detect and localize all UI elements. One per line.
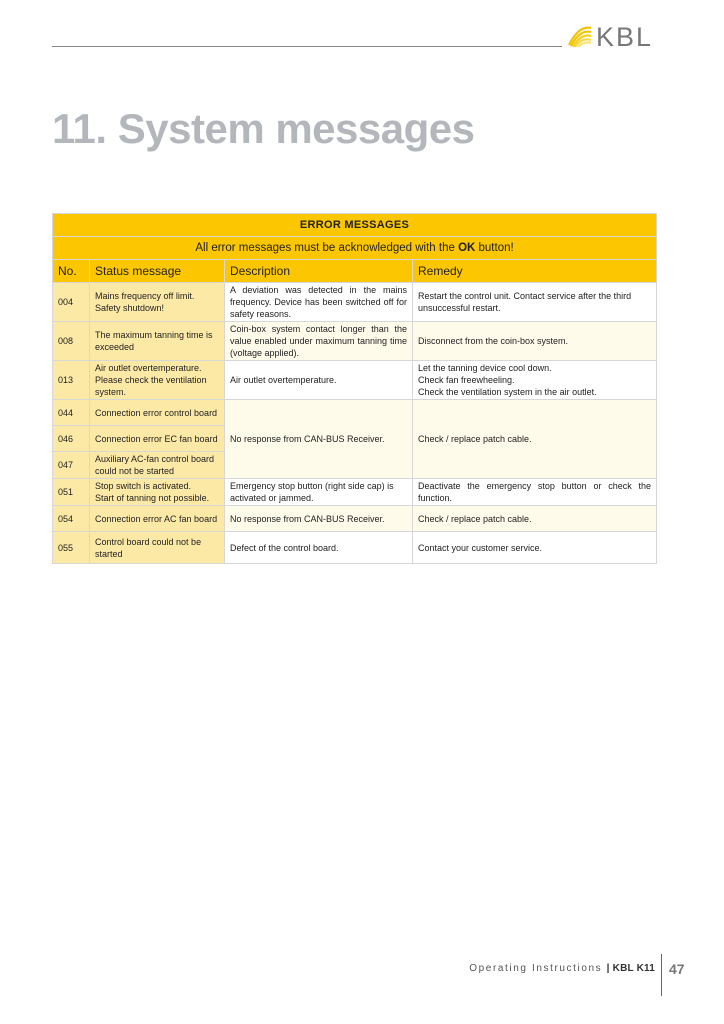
description: Emergency stop button (right side cap) is activated or jammed. bbox=[225, 479, 413, 506]
remedy: Disconnect from the coin-box system. bbox=[413, 322, 657, 361]
remedy-line: Check fan freewheeling. bbox=[418, 375, 515, 385]
description: No response from CAN-BUS Receiver. bbox=[225, 506, 413, 532]
status-line: Start of tanning not possible. bbox=[95, 493, 210, 503]
table-row bbox=[53, 479, 657, 506]
status-line: Mains frequency off limit. bbox=[95, 291, 195, 301]
footer-divider bbox=[661, 954, 662, 996]
description: A deviation was detected in the mains frequency. Device has been switched off for safety reasons. bbox=[225, 283, 413, 322]
status-message: The maximum tanning time is exceeded bbox=[90, 322, 225, 361]
column-header-description: Description bbox=[225, 260, 413, 283]
status-message: Connection error EC fan board bbox=[90, 426, 225, 452]
status-message: Control board could not be started bbox=[90, 532, 225, 564]
page-title: 11. System messages bbox=[52, 105, 475, 152]
table-row bbox=[53, 532, 657, 564]
status-message: Connection error AC fan board bbox=[90, 506, 225, 532]
remedy-line: Check the ventilation system in the air outlet. bbox=[418, 387, 597, 397]
error-messages-table bbox=[52, 213, 657, 564]
error-code: 054 bbox=[53, 506, 90, 532]
error-code: 008 bbox=[53, 322, 90, 361]
remedy: Check / replace patch cable. bbox=[413, 506, 657, 532]
description: No response from CAN-BUS Receiver. bbox=[225, 400, 413, 479]
error-code: 004 bbox=[53, 283, 90, 322]
table-row bbox=[53, 506, 657, 532]
status-message: Air outlet overtemperature. Please check the ventilation system. bbox=[90, 361, 225, 400]
table-row bbox=[53, 322, 657, 361]
footer-product: | KBL K11 bbox=[606, 963, 655, 974]
note-ok-keyword: OK bbox=[458, 242, 476, 254]
table-row bbox=[53, 400, 657, 426]
remedy: Deactivate the emergency stop button or check the function. bbox=[413, 479, 657, 506]
kbl-logo bbox=[566, 22, 653, 52]
status-message bbox=[90, 479, 225, 506]
column-header-no: No. bbox=[53, 260, 90, 283]
error-code: 047 bbox=[53, 452, 90, 479]
note-text-before: All error messages must be acknowledged with the bbox=[195, 242, 459, 254]
note-text-after: button! bbox=[475, 242, 514, 254]
table-title: ERROR MESSAGES bbox=[53, 214, 657, 237]
status-line: Safety shutdown! bbox=[95, 303, 165, 313]
description: Coin-box system contact longer than the value enabled under maximum tanning time (voltage applied). bbox=[225, 322, 413, 361]
error-code: 013 bbox=[53, 361, 90, 400]
description: Air outlet overtemperature. bbox=[225, 361, 413, 400]
status-message: Auxiliary AC-fan control board could not be started bbox=[90, 452, 225, 479]
remedy: Contact your customer service. bbox=[413, 532, 657, 564]
error-code: 051 bbox=[53, 479, 90, 506]
page-number: 47 bbox=[669, 961, 685, 977]
status-message bbox=[90, 283, 225, 322]
status-line: Stop switch is activated. bbox=[95, 481, 192, 491]
remedy: Check / replace patch cable. bbox=[413, 400, 657, 479]
header-rule bbox=[52, 46, 562, 47]
error-code: 046 bbox=[53, 426, 90, 452]
error-code: 044 bbox=[53, 400, 90, 426]
footer-label bbox=[469, 962, 655, 976]
table-header-row bbox=[53, 260, 657, 283]
remedy: Restart the control unit. Contact service after the third unsuccessful restart. bbox=[413, 283, 657, 322]
table-row bbox=[53, 283, 657, 322]
column-header-remedy: Remedy bbox=[413, 260, 657, 283]
remedy-line: Let the tanning device cool down. bbox=[418, 363, 552, 373]
footer-doc-type: Operating Instructions bbox=[469, 963, 603, 974]
sun-logo-icon bbox=[566, 25, 592, 49]
table-note bbox=[53, 237, 657, 260]
error-code: 055 bbox=[53, 532, 90, 564]
column-header-status: Status message bbox=[90, 260, 225, 283]
remedy bbox=[413, 361, 657, 400]
table-row bbox=[53, 361, 657, 400]
description: Defect of the control board. bbox=[225, 532, 413, 564]
logo-text: KBL bbox=[596, 22, 654, 52]
status-message: Connection error control board bbox=[90, 400, 225, 426]
